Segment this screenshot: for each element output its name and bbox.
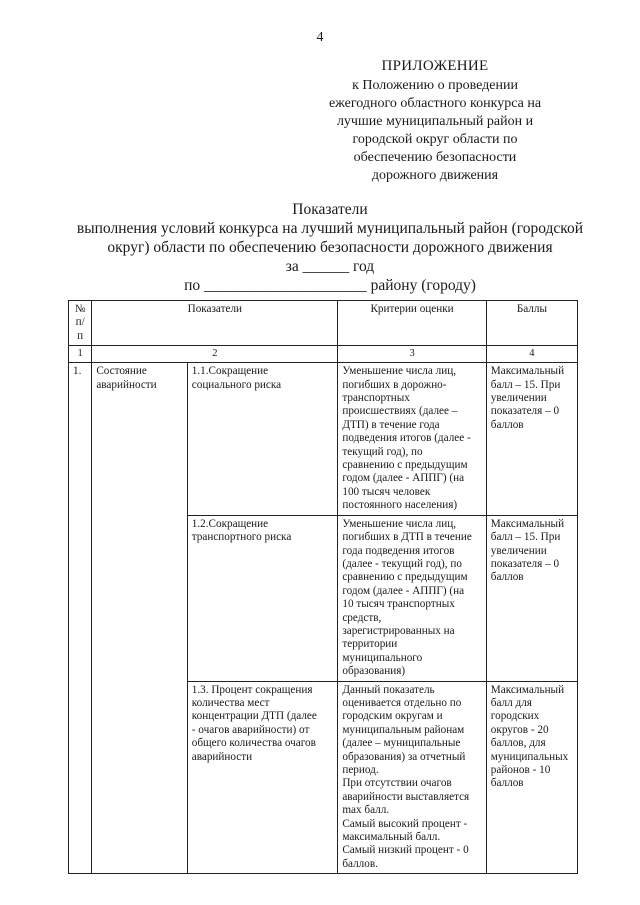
heading-district-line: по _____________________ району (городу) [184,277,476,294]
criteria-cell: Данный показатель оценивается отдельно по городским округам и муниципальным районам (далее – муниципальные образования) за отчетный период. При отсутствии очагов аварийности выставляется max балл. Самый высокий процент - максимальный балл. Самый низкий процент - 0 баллов. [338,681,486,874]
state-label: Состояние аварийности [92,363,187,874]
appendix-line: к Положению о проведении [352,78,518,93]
points-cell: Максимальный балл для городских округов - 20 баллов, для муниципальных районов - 10 баллов [486,681,577,874]
page-number: 4 [316,30,324,45]
index-cell: 1 [69,346,92,363]
heading-line: округ) области по обеспечению безопасности дорожного движения [107,239,553,256]
index-cell: 2 [92,346,338,363]
points-cell: Максимальный балл – 15. При увеличении показателя – 0 баллов [486,515,577,681]
sub-indicator: 1.1.Сокращение социального риска [187,363,338,515]
index-cell: 4 [486,346,577,363]
sub-indicator: 1.2.Сокращение транспортного риска [187,515,338,681]
appendix-line: лучшие муниципальный район и [336,114,534,129]
indicators-table [68,300,578,874]
criteria-cell: Уменьшение числа лиц, погибших в дорожно- транспортных происшествиях (далее – ДТП) в течение года подведения итогов (далее - текущий год), по сравнению с предыдущим годом (далее - АППГ) (на 100 тысяч человек постоянного населения) [338,363,486,515]
appendix-line: ежегодного областного конкурса на [328,96,542,111]
header-num: № п/п [69,301,92,346]
appendix-line: дорожного движения [371,168,499,183]
appendix-title: ПРИЛОЖЕНИЕ [381,58,489,74]
points-cell: Максимальный балл – 15. При увеличении показателя – 0 баллов [486,363,577,515]
appendix-line: городской округ области по [352,132,518,147]
sub-indicator: 1.3. Процент сокращения количества мест концентрации ДТП (далее - очагов аварийности) от общего количества очагов аварийности [187,681,338,874]
heading-line: выполнения условий конкурса на лучший муниципальный район (городской [76,220,584,237]
criteria-cell: Уменьшение числа лиц, погибших в ДТП в течение года подведения итогов (далее - текущий год), по сравнению с предыдущим годом (далее - АППГ) (на 10 тысяч транспортных средств, зарегистрированных на территории муниципального образования) [338,515,486,681]
table-row [69,363,578,515]
index-cell: 3 [338,346,486,363]
row-number: 1. [69,363,92,874]
document-heading [70,200,590,295]
appendix-line: обеспечению безопасности [353,150,517,165]
heading-title: Показатели [292,201,368,218]
appendix-block [300,57,570,185]
header-indicators: Показатели [92,301,338,346]
table-index-row [69,346,578,363]
header-criteria: Критерии оценки [338,301,486,346]
heading-year-line: за ______ год [285,258,375,275]
header-points: Баллы [486,301,577,346]
table-header-row [69,301,578,346]
